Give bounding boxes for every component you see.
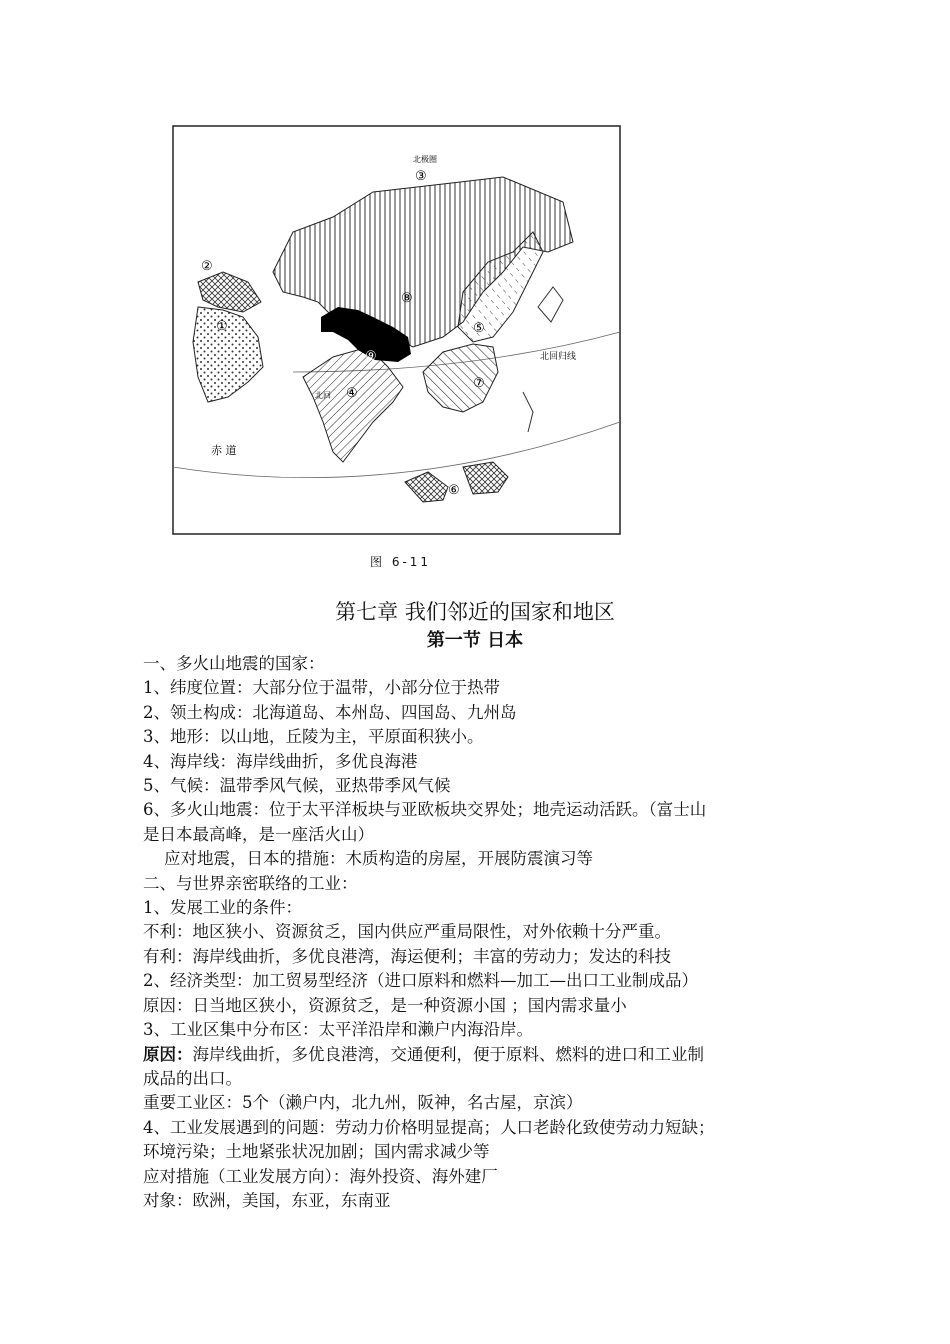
text-line — [143, 1018, 823, 1042]
text-line — [143, 823, 823, 847]
text-line — [143, 798, 823, 822]
label-arctic: 北极圈 — [413, 155, 437, 164]
text-line — [143, 994, 823, 1018]
line-text: 是日本最高峰，是一座活火山） — [143, 824, 374, 844]
line-text: 重要工业区：5个（濑户内，北九州，阪神，名古屋，京滨） — [143, 1093, 583, 1113]
label-tropic-north: 北回归线 — [540, 352, 577, 362]
line-text: 3、工业区集中分布区：太平洋沿岸和濑户内海沿岸。 — [143, 1020, 533, 1040]
line-text: 4、海岸线：海岸线曲折，多优良海港 — [143, 751, 418, 771]
line-text: 4、工业发展遇到的问题：劳动力价格明显提高；人口老龄化致使劳动力短缺； — [143, 1117, 715, 1137]
text-line — [143, 652, 823, 676]
text-line — [143, 1091, 823, 1115]
label-equator: 赤 道 — [211, 444, 237, 457]
line-text: 海岸线曲折，多优良港湾，交通便利，便于原料、燃料的进口和工业制 — [192, 1044, 704, 1064]
marker-1: ① — [216, 319, 228, 334]
line-text: 环境污染；土地紧张状况加剧；国内需求减少等 — [143, 1142, 490, 1162]
line-text: 2、经济类型：加工贸易型经济（进口原料和燃料—加工—出口工业制成品） — [143, 971, 698, 991]
line-text: 二、与世界亲密联络的工业： — [143, 873, 358, 893]
text-line — [143, 701, 823, 725]
line-text: 一、多火山地震的国家： — [143, 654, 325, 673]
text-line — [143, 920, 823, 944]
text-line — [143, 969, 823, 993]
text-line — [143, 1067, 823, 1091]
text-line — [143, 945, 823, 969]
map-graphic — [143, 122, 651, 572]
chapter-title: 第七章 我们邻近的国家和地区 — [335, 600, 615, 624]
line-text: 不利：地区狭小、资源贫乏，国内供应严重局限性，对外依赖十分严重。 — [143, 922, 671, 942]
text-line — [143, 1043, 823, 1067]
line-text: 原因：日当地区狭小，资源贫乏，是一种资源小国 ；国内需求量小 — [143, 995, 627, 1015]
line-text: 1、发展工业的条件： — [143, 898, 302, 918]
marker-4: ④ — [346, 386, 358, 401]
line-text: 有利：海岸线曲折，多优良港湾，海运便利；丰富的劳动力；发达的科技 — [143, 946, 671, 966]
line-text: 3、地形：以山地，丘陵为主，平原面积狭小。 — [143, 727, 484, 747]
line-text: 5、气候：温带季风气候，亚热带季风气候 — [143, 776, 451, 796]
text-line — [143, 1140, 823, 1164]
line-text: 应对措施（工业发展方向）：海外投资、海外建厂 — [143, 1166, 498, 1186]
text-line — [143, 1165, 823, 1189]
line-text: 应对地震，日本的措施：木质构造的房屋，开展防震演习等 — [143, 849, 593, 869]
text-line — [143, 725, 823, 749]
section-title: 第一节 日本 — [426, 630, 524, 651]
text-line — [143, 774, 823, 798]
marker-6: ⑥ — [448, 483, 460, 498]
text-line — [143, 1189, 823, 1213]
line-text: 6、多火山地震：位于太平洋板块与亚欧板块交界处；地壳运动活跃。（富士山 — [143, 800, 707, 820]
text-line — [143, 676, 823, 700]
bold-label: 原因： — [143, 1044, 193, 1064]
marker-5: ⑤ — [473, 321, 485, 336]
marker-3: ③ — [415, 169, 427, 184]
line-text: 2、领土构成：北海道岛、本州岛、四国岛、九州岛 — [143, 702, 517, 722]
line-text: 对象：欧洲，美国，东亚，东南亚 — [143, 1190, 391, 1210]
document-body — [143, 652, 823, 1213]
text-line — [143, 750, 823, 774]
line-text: 1、纬度位置：大部分位于温带，小部分位于热带 — [143, 678, 500, 698]
marker-8: ⑧ — [401, 291, 413, 306]
text-line — [143, 1116, 823, 1140]
text-line — [143, 847, 823, 871]
text-line — [143, 896, 823, 920]
line-text: 成品的出口。 — [143, 1068, 242, 1088]
text-line — [143, 872, 823, 896]
asia-region-map — [143, 122, 651, 572]
marker-9: ⑨ — [365, 349, 377, 364]
marker-2: ② — [201, 259, 213, 274]
marker-7: ⑦ — [473, 376, 485, 391]
figure-caption: 图 6-11 — [370, 555, 432, 569]
label-tropic-west: 北回 — [315, 391, 331, 400]
